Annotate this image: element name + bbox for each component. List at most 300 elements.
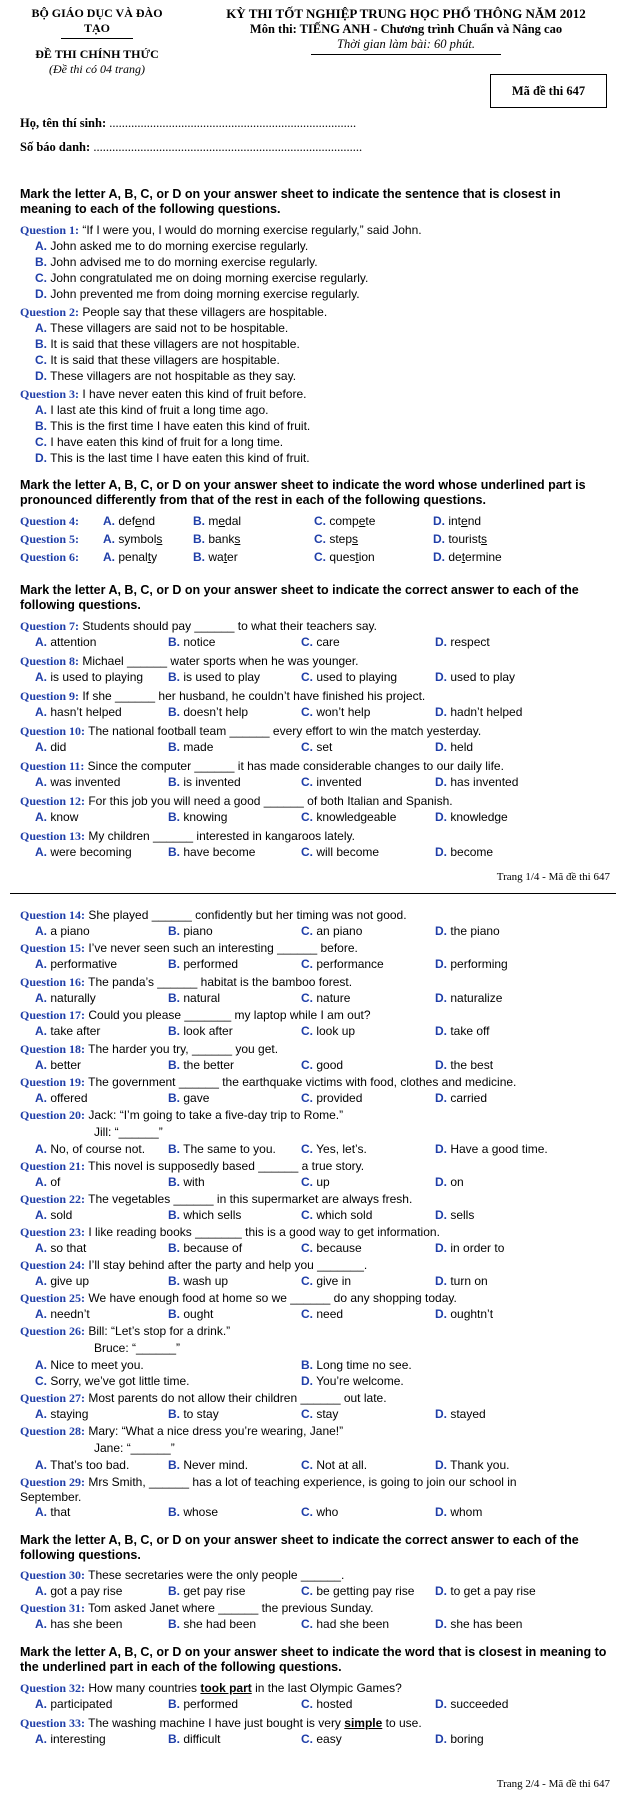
q6-option-a[interactable] bbox=[103, 550, 157, 564]
option-text: nature bbox=[316, 991, 351, 1005]
option-text: with bbox=[183, 1175, 205, 1189]
q10-option-c[interactable] bbox=[301, 740, 332, 754]
q32-option-d[interactable] bbox=[435, 1697, 508, 1711]
q28-option-c[interactable] bbox=[301, 1458, 367, 1472]
option-letter: C. bbox=[301, 924, 313, 938]
q17-option-a[interactable] bbox=[35, 1024, 100, 1038]
option-text: Yes, let’s. bbox=[316, 1142, 367, 1156]
option-text: John congratulated me on doing morning exercise regularly. bbox=[50, 271, 369, 285]
q29-option-d[interactable] bbox=[435, 1505, 482, 1519]
option-letter: D. bbox=[433, 514, 445, 528]
option-letter: A. bbox=[35, 1458, 47, 1472]
q12-option-c[interactable] bbox=[301, 810, 396, 824]
question-text: Students should pay ______ to what their teachers say. bbox=[79, 619, 377, 633]
page-1-footer: Trang 1/4 - Mã đề thi 647 bbox=[496, 871, 610, 883]
q18-option-c[interactable] bbox=[301, 1058, 343, 1072]
q13-option-a[interactable] bbox=[35, 845, 132, 859]
q8-option-c[interactable] bbox=[301, 670, 397, 684]
q28-option-a[interactable] bbox=[35, 1458, 129, 1472]
q30-option-a[interactable] bbox=[35, 1584, 122, 1598]
question-label: Question 12: bbox=[20, 794, 86, 808]
question-12 bbox=[20, 794, 453, 809]
option-text: step bbox=[329, 532, 353, 546]
option-letter: A. bbox=[35, 1024, 47, 1038]
option-text: t bbox=[355, 550, 359, 564]
option-text: an piano bbox=[316, 924, 363, 938]
option-letter: B. bbox=[168, 635, 180, 649]
q22-option-d[interactable] bbox=[435, 1208, 474, 1222]
question-33 bbox=[20, 1716, 422, 1731]
q32-option-a[interactable] bbox=[35, 1697, 112, 1711]
q9-option-d[interactable] bbox=[435, 705, 522, 719]
option-letter: A. bbox=[35, 1241, 47, 1255]
option-letter: C. bbox=[301, 670, 313, 684]
option-letter: B. bbox=[193, 532, 205, 546]
q9-option-c[interactable] bbox=[301, 705, 370, 719]
q24-option-a[interactable] bbox=[35, 1274, 89, 1288]
q21-option-b[interactable] bbox=[168, 1175, 205, 1189]
q32-option-b[interactable] bbox=[168, 1697, 238, 1711]
q29-option-b[interactable] bbox=[168, 1505, 218, 1519]
q12-option-d[interactable] bbox=[435, 810, 508, 824]
q19-option-b[interactable] bbox=[168, 1091, 209, 1105]
q29-option-c[interactable] bbox=[301, 1505, 338, 1519]
option-letter: C. bbox=[301, 635, 313, 649]
q20-option-d[interactable] bbox=[435, 1142, 548, 1156]
q4-option-a[interactable] bbox=[103, 514, 155, 528]
q2-option-a[interactable] bbox=[35, 321, 288, 335]
question-label: Question 6: bbox=[20, 550, 80, 564]
option-text: have become bbox=[183, 845, 256, 859]
q15-option-a[interactable] bbox=[35, 957, 117, 971]
q5-option-d[interactable] bbox=[433, 532, 487, 546]
q18-option-d[interactable] bbox=[435, 1058, 493, 1072]
q30-option-d[interactable] bbox=[435, 1584, 536, 1598]
option-text: she had been bbox=[183, 1617, 257, 1631]
option-letter: C. bbox=[301, 1458, 313, 1472]
q8-option-b[interactable] bbox=[168, 670, 260, 684]
pages-note: (Đề thi có 04 trang) bbox=[49, 62, 145, 76]
q29-option-a[interactable] bbox=[35, 1505, 70, 1519]
option-text: t bbox=[147, 550, 152, 564]
q28-option-b[interactable] bbox=[168, 1458, 248, 1472]
option-text: she has been bbox=[450, 1617, 523, 1631]
option-text: know bbox=[50, 810, 79, 824]
option-letter: B. bbox=[168, 957, 180, 971]
option-letter: D. bbox=[435, 957, 447, 971]
question-label: Question 9: bbox=[20, 689, 80, 703]
question-4 bbox=[20, 514, 79, 529]
option-letter: A. bbox=[35, 1307, 47, 1321]
option-letter: A. bbox=[35, 810, 47, 824]
question-label: Question 25: bbox=[20, 1291, 86, 1305]
option-text: Nice to meet you. bbox=[50, 1358, 144, 1372]
question-label: Question 7: bbox=[20, 619, 80, 633]
question-text: She played ______ confidently but her timing was not good. bbox=[85, 908, 407, 922]
option-letter: C. bbox=[301, 775, 313, 789]
question-label: Question 29: bbox=[20, 1475, 86, 1489]
q20-option-b[interactable] bbox=[168, 1142, 276, 1156]
q24-option-b[interactable] bbox=[168, 1274, 228, 1288]
option-text: performing bbox=[450, 957, 508, 971]
option-letter: C. bbox=[35, 1374, 47, 1388]
q26-option-b[interactable] bbox=[301, 1358, 412, 1372]
option-letter: C. bbox=[301, 991, 313, 1005]
option-letter: C. bbox=[301, 1732, 313, 1746]
option-letter: B. bbox=[168, 1732, 180, 1746]
option-text: which sold bbox=[316, 1208, 373, 1222]
option-letter: D. bbox=[435, 1091, 447, 1105]
question-label: Question 16: bbox=[20, 975, 86, 989]
option-letter: B. bbox=[168, 740, 180, 754]
question-text: This novel is supposedly based ______ a true story. bbox=[85, 1159, 365, 1173]
question-label: Question 33: bbox=[20, 1716, 86, 1730]
option-letter: D. bbox=[435, 1617, 447, 1631]
q13-option-d[interactable] bbox=[435, 845, 493, 859]
option-letter: A. bbox=[35, 1274, 47, 1288]
question-label: Question 5: bbox=[20, 532, 80, 546]
q12-option-a[interactable] bbox=[35, 810, 78, 824]
instruction-5: Mark the letter A, B, C, or D on your answer sheet to indicate the word that is closest in meaning to the underlined part in each of the following questions. bbox=[20, 1645, 607, 1674]
option-text: y bbox=[151, 550, 158, 564]
option-letter: C. bbox=[301, 957, 313, 971]
q33-option-b[interactable] bbox=[168, 1732, 220, 1746]
option-letter: A. bbox=[103, 532, 115, 546]
option-text: John asked me to do morning exercise regularly. bbox=[50, 239, 309, 253]
option-text: def bbox=[118, 514, 136, 528]
q17-option-d[interactable] bbox=[435, 1024, 489, 1038]
question-text: The vegetables ______ in this supermarket are always fresh. bbox=[85, 1192, 413, 1206]
q18-option-b[interactable] bbox=[168, 1058, 234, 1072]
q31-option-c[interactable] bbox=[301, 1617, 389, 1631]
option-text: e bbox=[135, 514, 142, 528]
q7-option-b[interactable] bbox=[168, 635, 215, 649]
q22-option-c[interactable] bbox=[301, 1208, 372, 1222]
option-letter: C. bbox=[301, 845, 313, 859]
question-20 bbox=[20, 1108, 343, 1123]
q23-option-c[interactable] bbox=[301, 1241, 362, 1255]
q2-option-d[interactable] bbox=[35, 369, 296, 383]
q5-option-b[interactable] bbox=[193, 532, 240, 546]
option-letter: D. bbox=[435, 1274, 447, 1288]
option-text: did bbox=[50, 740, 67, 754]
q19-option-c[interactable] bbox=[301, 1091, 362, 1105]
option-letter: C. bbox=[314, 532, 326, 546]
q31-option-a[interactable] bbox=[35, 1617, 122, 1631]
q7-option-a[interactable] bbox=[35, 635, 96, 649]
q20-reply: Jill: “______” bbox=[94, 1125, 163, 1139]
q20-option-c[interactable] bbox=[301, 1142, 367, 1156]
option-text: It is said that these villagers are hospitable. bbox=[50, 353, 280, 367]
q21-option-d[interactable] bbox=[435, 1175, 464, 1189]
question-text: “If I were you, I would do morning exercise regularly,” said John. bbox=[79, 223, 422, 237]
q16-option-c[interactable] bbox=[301, 991, 350, 1005]
question-label: Question 23: bbox=[20, 1225, 86, 1239]
q9-option-b[interactable] bbox=[168, 705, 248, 719]
q14-option-d[interactable] bbox=[435, 924, 500, 938]
option-letter: C. bbox=[301, 1175, 313, 1189]
q6-option-b[interactable] bbox=[193, 550, 238, 564]
q1-option-b[interactable] bbox=[35, 255, 318, 269]
q26-option-c[interactable] bbox=[35, 1374, 190, 1388]
q27-option-c[interactable] bbox=[301, 1407, 338, 1421]
q33-option-c[interactable] bbox=[301, 1732, 342, 1746]
q1-option-c[interactable] bbox=[35, 271, 368, 285]
option-text: that bbox=[50, 1505, 71, 1519]
question-3 bbox=[20, 387, 306, 402]
option-text: to stay bbox=[183, 1407, 219, 1421]
q6-option-d[interactable] bbox=[433, 550, 502, 564]
q8-option-d[interactable] bbox=[435, 670, 515, 684]
instruction-2: Mark the letter A, B, C, or D on your answer sheet to indicate the word whose underlined part is pronounced differently from that of the rest in each of the following questions. bbox=[20, 478, 586, 507]
option-letter: B. bbox=[193, 550, 205, 564]
option-text: better bbox=[50, 1058, 82, 1072]
question-9 bbox=[20, 689, 425, 704]
option-text: Not at all. bbox=[316, 1458, 368, 1472]
q5-option-c[interactable] bbox=[314, 532, 358, 546]
q3-option-a[interactable] bbox=[35, 403, 268, 417]
q14-option-b[interactable] bbox=[168, 924, 213, 938]
option-text: provided bbox=[316, 1091, 363, 1105]
option-text: succeeded bbox=[450, 1697, 509, 1711]
q15-option-c[interactable] bbox=[301, 957, 384, 971]
q3-option-c[interactable] bbox=[35, 435, 283, 449]
q12-option-b[interactable] bbox=[168, 810, 227, 824]
q11-option-d[interactable] bbox=[435, 775, 518, 789]
option-text: gave bbox=[183, 1091, 210, 1105]
q19-option-a[interactable] bbox=[35, 1091, 88, 1105]
option-text: wash up bbox=[183, 1274, 229, 1288]
q23-option-a[interactable] bbox=[35, 1241, 86, 1255]
q25-option-a[interactable] bbox=[35, 1307, 90, 1321]
q19-option-d[interactable] bbox=[435, 1091, 487, 1105]
q10-option-d[interactable] bbox=[435, 740, 473, 754]
q15-option-d[interactable] bbox=[435, 957, 508, 971]
q23-option-d[interactable] bbox=[435, 1241, 504, 1255]
option-text: because bbox=[316, 1241, 362, 1255]
option-letter: A. bbox=[35, 670, 47, 684]
option-letter: D. bbox=[435, 1307, 447, 1321]
question-label: Question 28: bbox=[20, 1424, 86, 1438]
option-text: is used to play bbox=[183, 670, 261, 684]
question-13 bbox=[20, 829, 355, 844]
option-text: whose bbox=[183, 1505, 219, 1519]
question-text: I have never eaten this kind of fruit before. bbox=[79, 387, 307, 401]
option-letter: C. bbox=[314, 514, 326, 528]
q16-option-b[interactable] bbox=[168, 991, 220, 1005]
option-text: naturalize bbox=[450, 991, 503, 1005]
option-text: nd bbox=[141, 514, 156, 528]
option-text: Have a good time. bbox=[450, 1142, 548, 1156]
q17-option-c[interactable] bbox=[301, 1024, 355, 1038]
q10-option-a[interactable] bbox=[35, 740, 66, 754]
q30-option-b[interactable] bbox=[168, 1584, 245, 1598]
q2-option-b[interactable] bbox=[35, 337, 300, 351]
question-2 bbox=[20, 305, 327, 320]
q26-option-d[interactable] bbox=[301, 1374, 404, 1388]
q32-option-c[interactable] bbox=[301, 1697, 352, 1711]
question-label: Question 17: bbox=[20, 1008, 86, 1022]
option-letter: A. bbox=[35, 1091, 47, 1105]
option-text: on bbox=[450, 1175, 464, 1189]
option-letter: D. bbox=[435, 1024, 447, 1038]
option-letter: C. bbox=[301, 1407, 313, 1421]
question-1 bbox=[20, 223, 422, 238]
option-text: natural bbox=[183, 991, 221, 1005]
option-text: look up bbox=[316, 1024, 356, 1038]
option-letter: A. bbox=[35, 1697, 47, 1711]
option-text: give in bbox=[316, 1274, 352, 1288]
question-label: Question 2: bbox=[20, 305, 80, 319]
q30-option-c[interactable] bbox=[301, 1584, 414, 1598]
q5-option-a[interactable] bbox=[103, 532, 162, 546]
question-24 bbox=[20, 1258, 367, 1273]
q31-option-b[interactable] bbox=[168, 1617, 256, 1631]
official-label: ĐỀ THI CHÍNH THỨC bbox=[35, 47, 159, 61]
option-text: That’s too bad. bbox=[50, 1458, 130, 1472]
option-letter: A. bbox=[103, 550, 115, 564]
q27-option-a[interactable] bbox=[35, 1407, 88, 1421]
option-text: hosted bbox=[316, 1697, 353, 1711]
q25-option-d[interactable] bbox=[435, 1307, 493, 1321]
q26-reply: Bruce: “______” bbox=[94, 1341, 181, 1355]
option-letter: A. bbox=[35, 1617, 47, 1631]
q13-option-b[interactable] bbox=[168, 845, 255, 859]
option-text: dal bbox=[225, 514, 242, 528]
question-label: Question 18: bbox=[20, 1042, 86, 1056]
question-label: Question 30: bbox=[20, 1568, 86, 1582]
q33-option-d[interactable] bbox=[435, 1732, 484, 1746]
option-letter: B. bbox=[35, 255, 47, 269]
q4-option-c[interactable] bbox=[314, 514, 375, 528]
q17-option-b[interactable] bbox=[168, 1024, 233, 1038]
option-text: oughtn’t bbox=[450, 1307, 494, 1321]
option-text: hadn’t helped bbox=[450, 705, 523, 719]
option-text: sells bbox=[450, 1208, 475, 1222]
option-letter: B. bbox=[168, 1617, 180, 1631]
question-text: Jack: “I’m going to take a five-day trip to Rome.” bbox=[85, 1108, 344, 1122]
q6-option-c[interactable] bbox=[314, 550, 375, 564]
q11-option-b[interactable] bbox=[168, 775, 241, 789]
q8-option-a[interactable] bbox=[35, 670, 143, 684]
q9-option-a[interactable] bbox=[35, 705, 122, 719]
candidate-id-label: Số báo danh: bbox=[20, 140, 91, 154]
option-text: knowledge bbox=[450, 810, 508, 824]
option-text: needn’t bbox=[50, 1307, 90, 1321]
q22-option-b[interactable] bbox=[168, 1208, 241, 1222]
q16-option-d[interactable] bbox=[435, 991, 502, 1005]
option-letter: B. bbox=[168, 1175, 180, 1189]
candidate-id-line bbox=[20, 140, 362, 155]
option-letter: A. bbox=[35, 635, 47, 649]
option-letter: B. bbox=[168, 1241, 180, 1255]
q24-option-d[interactable] bbox=[435, 1274, 488, 1288]
q1-option-d[interactable] bbox=[35, 287, 360, 301]
q21-option-a[interactable] bbox=[35, 1175, 60, 1189]
question-label: Question 4: bbox=[20, 514, 80, 528]
option-text: which sells bbox=[183, 1208, 242, 1222]
q13-option-c[interactable] bbox=[301, 845, 379, 859]
q15-option-b[interactable] bbox=[168, 957, 238, 971]
q28-option-d[interactable] bbox=[435, 1458, 510, 1472]
q4-option-d[interactable] bbox=[433, 514, 481, 528]
q22-option-a[interactable] bbox=[35, 1208, 72, 1222]
q27-option-b[interactable] bbox=[168, 1407, 219, 1421]
q11-option-c[interactable] bbox=[301, 775, 362, 789]
q21-option-c[interactable] bbox=[301, 1175, 330, 1189]
question-label: Question 24: bbox=[20, 1258, 86, 1272]
q11-option-a[interactable] bbox=[35, 775, 120, 789]
question-text: We have enough food at home so we ______ do any shopping today. bbox=[85, 1291, 457, 1305]
option-text: boring bbox=[450, 1732, 484, 1746]
option-text: er bbox=[227, 550, 238, 564]
question-text: My children ______ interested in kangaroos lately. bbox=[85, 829, 355, 843]
q7-option-d[interactable] bbox=[435, 635, 490, 649]
q3-option-b[interactable] bbox=[35, 419, 310, 433]
option-letter: D. bbox=[433, 532, 445, 546]
option-letter: A. bbox=[35, 321, 47, 335]
option-letter: B. bbox=[168, 1307, 180, 1321]
q23-option-b[interactable] bbox=[168, 1241, 242, 1255]
q2-option-c[interactable] bbox=[35, 353, 280, 367]
question-text: The government ______ the earthquake victims with food, clothes and medicine. bbox=[85, 1075, 517, 1089]
option-text: the best bbox=[450, 1058, 494, 1072]
option-text: invented bbox=[316, 775, 362, 789]
q27-option-d[interactable] bbox=[435, 1407, 486, 1421]
option-letter: C. bbox=[301, 1024, 313, 1038]
question-text: The national football team ______ every effort to win the match yesterday. bbox=[85, 724, 482, 738]
option-text: easy bbox=[316, 1732, 342, 1746]
q10-option-b[interactable] bbox=[168, 740, 213, 754]
q18-option-a[interactable] bbox=[35, 1058, 81, 1072]
q16-option-a[interactable] bbox=[35, 991, 96, 1005]
q14-option-a[interactable] bbox=[35, 924, 90, 938]
option-letter: C. bbox=[301, 1241, 313, 1255]
option-text: whom bbox=[450, 1505, 483, 1519]
option-text: interesting bbox=[50, 1732, 106, 1746]
question-text: If she ______ her husband, he couldn’t have finished his project. bbox=[79, 689, 426, 703]
question-label: Question 1: bbox=[20, 223, 80, 237]
option-letter: B. bbox=[168, 1697, 180, 1711]
question-text: I like reading books _______ this is a good way to get information. bbox=[85, 1225, 440, 1239]
q7-option-c[interactable] bbox=[301, 635, 340, 649]
q26-option-a[interactable] bbox=[35, 1358, 144, 1372]
q31-option-d[interactable] bbox=[435, 1617, 522, 1631]
option-text: attention bbox=[50, 635, 97, 649]
option-letter: B. bbox=[193, 514, 205, 528]
option-text: I have eaten this kind of fruit for a long time. bbox=[50, 435, 284, 449]
q25-option-b[interactable] bbox=[168, 1307, 213, 1321]
option-text: You’re welcome. bbox=[316, 1374, 404, 1388]
q25-option-c[interactable] bbox=[301, 1307, 343, 1321]
option-letter: B. bbox=[168, 1407, 180, 1421]
q3-option-d[interactable] bbox=[35, 451, 310, 465]
q14-option-c[interactable] bbox=[301, 924, 362, 938]
option-letter: D. bbox=[435, 924, 447, 938]
option-letter: B. bbox=[168, 1584, 180, 1598]
q1-option-a[interactable] bbox=[35, 239, 308, 253]
q24-option-c[interactable] bbox=[301, 1274, 351, 1288]
option-text: s bbox=[156, 532, 163, 546]
q4-option-b[interactable] bbox=[193, 514, 241, 528]
option-text: is invented bbox=[183, 775, 241, 789]
option-letter: C. bbox=[301, 1307, 313, 1321]
option-letter: D. bbox=[435, 1407, 447, 1421]
q33-option-a[interactable] bbox=[35, 1732, 106, 1746]
option-letter: D. bbox=[435, 1208, 447, 1222]
option-letter: B. bbox=[168, 670, 180, 684]
q20-option-a[interactable] bbox=[35, 1142, 145, 1156]
